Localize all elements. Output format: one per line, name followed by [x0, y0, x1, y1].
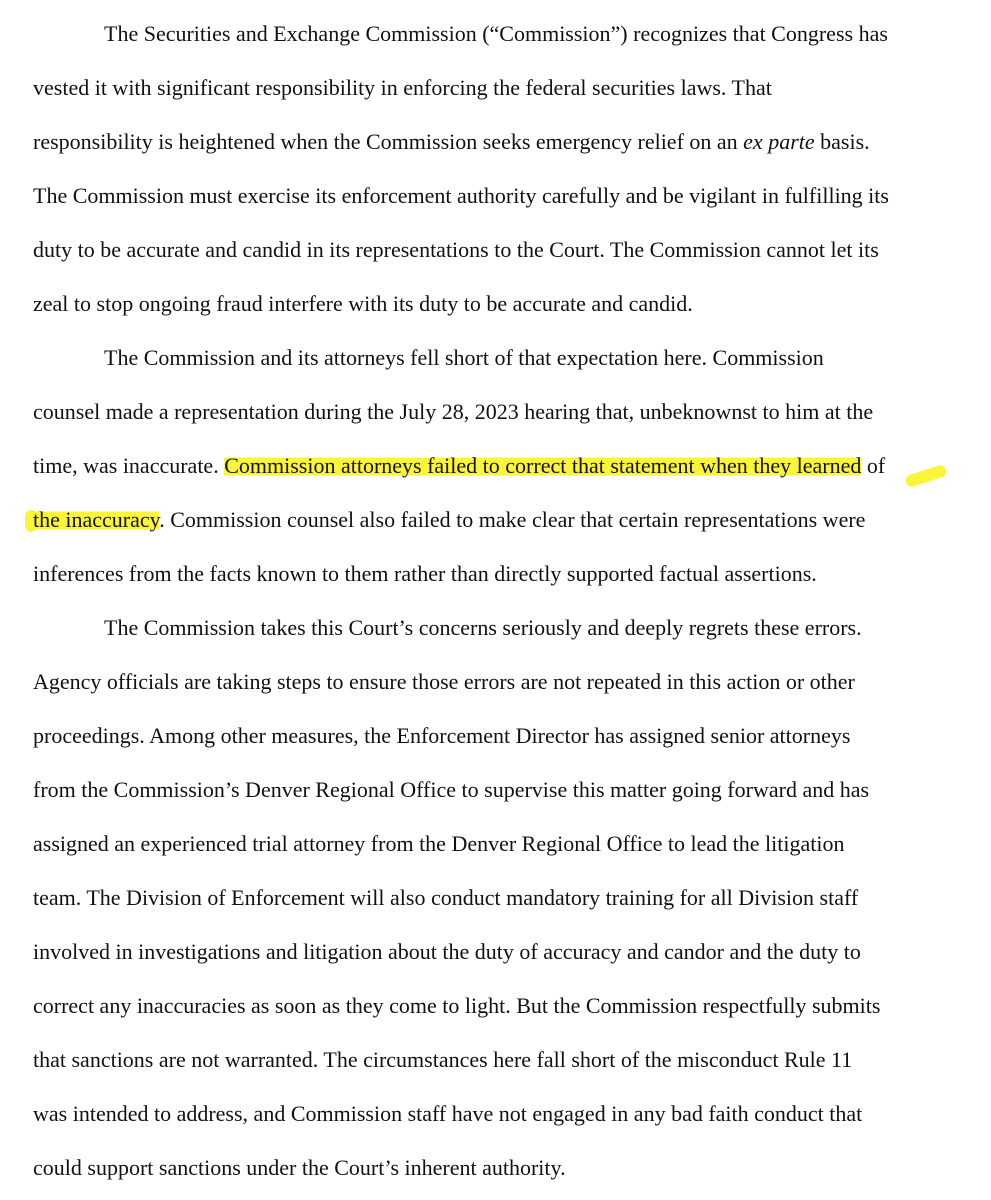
p1-line-1: The Securities and Exchange Commission (“Commission”) recognizes that Congress has	[104, 21, 888, 46]
p3-line-10: was intended to address, and Commission staff have not engaged in any bad faith conduct that	[33, 1101, 863, 1126]
p3-line-6: team. The Division of Enforcement will also conduct mandatory training for all Division staff	[33, 885, 859, 910]
p3-line-3: proceedings. Among other measures, the Enforcement Director has assigned senior attorneys	[33, 723, 851, 748]
p3-line-11: could support sanctions under the Court’s inherent authority.	[33, 1155, 566, 1180]
p2-line-3	[33, 451, 885, 481]
p2-line-5: inferences from the facts known to them rather than directly supported factual assertions.	[33, 561, 817, 586]
ex-parte-italic: ex parte	[743, 129, 815, 154]
p2-line-1: The Commission and its attorneys fell short of that expectation here. Commission	[104, 345, 824, 370]
p1-line-3	[33, 127, 870, 157]
p3-line-7: involved in investigations and litigation about the duty of accuracy and candor and the duty to	[33, 939, 861, 964]
p3-line-8: correct any inaccuracies as soon as they come to light. But the Commission respectfully submits	[33, 993, 881, 1018]
p3-line-1: The Commission takes this Court’s concerns seriously and deeply regrets these errors.	[104, 615, 862, 640]
p2-line-2: counsel made a representation during the July 28, 2023 hearing that, unbeknownst to him at the	[33, 399, 874, 424]
p1-line-6: zeal to stop ongoing fraud interfere with its duty to be accurate and candid.	[33, 291, 693, 316]
highlighted-statement-part2: the inaccuracy	[33, 507, 160, 532]
p3-line-9: that sanctions are not warranted. The circumstances here fall short of the misconduct Rule 11	[33, 1047, 853, 1072]
p3-line-5: assigned an experienced trial attorney from the Denver Regional Office to lead the litigation	[33, 831, 845, 856]
p1-line-3-tail: basis.	[814, 129, 870, 154]
p3-line-2: Agency officials are taking steps to ensure those errors are not repeated in this action or other	[33, 669, 855, 694]
p2-line-3-tail: of	[861, 453, 886, 478]
highlighted-statement-part1: Commission attorneys failed to correct that statement when they learned	[224, 453, 862, 478]
highlighter-tail-mark	[904, 464, 948, 488]
p1-line-5: duty to be accurate and candid in its representations to the Court. The Commission cannot let its	[33, 237, 879, 262]
p2-line-3-text: time, was inaccurate.	[33, 453, 225, 478]
p1-line-2: vested it with significant responsibility in enforcing the federal securities laws. That	[33, 75, 772, 100]
p3-line-4: from the Commission’s Denver Regional Office to supervise this matter going forward and has	[33, 777, 870, 802]
p1-line-4: The Commission must exercise its enforcement authority carefully and be vigilant in fulfilling its	[33, 183, 889, 208]
p2-line-4-tail: . Commission counsel also failed to make clear that certain representations were	[159, 507, 866, 532]
p2-line-4	[33, 505, 865, 535]
p1-line-3-text: responsibility is heightened when the Commission seeks emergency relief on an	[33, 129, 744, 154]
